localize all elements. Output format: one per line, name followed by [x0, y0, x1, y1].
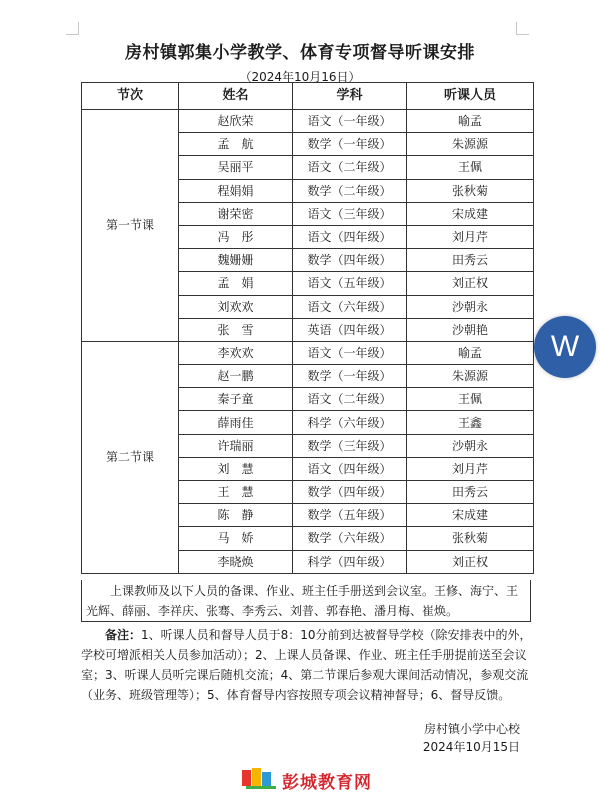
header-subject: 学科 [293, 83, 407, 110]
subject-cell: 语文（一年级） [293, 110, 407, 133]
observer-cell: 沙朝永 [407, 295, 534, 318]
subject-cell: 数学（二年级） [293, 179, 407, 202]
teacher-name-cell: 张 雪 [179, 318, 293, 341]
signature-org: 房村镇小学中心校 [423, 722, 520, 736]
schedule-body [82, 110, 534, 574]
table-header-row [82, 83, 534, 110]
subject-cell: 语文（二年级） [293, 388, 407, 411]
subject-cell: 语文（五年级） [293, 272, 407, 295]
teacher-name-cell: 孟 娟 [179, 272, 293, 295]
observer-cell: 王鑫 [407, 411, 534, 434]
crop-mark-top-right [516, 22, 529, 35]
observer-cell: 刘月芹 [407, 457, 534, 480]
teacher-name-cell: 陈 静 [179, 504, 293, 527]
observer-cell: 王佩 [407, 388, 534, 411]
schedule-table [81, 82, 534, 574]
subject-cell: 科学（四年级） [293, 550, 407, 573]
teacher-name-cell: 赵一鹏 [179, 365, 293, 388]
teacher-name-cell: 许瑞丽 [179, 434, 293, 457]
table-note [81, 580, 531, 622]
observer-cell: 宋成建 [407, 202, 534, 225]
teacher-name-cell: 谢荣密 [179, 202, 293, 225]
teacher-name-cell: 魏姗姗 [179, 249, 293, 272]
subject-cell: 英语（四年级） [293, 318, 407, 341]
teacher-name-cell: 李晓焕 [179, 550, 293, 573]
session-cell: 第二节课 [82, 341, 179, 573]
observer-cell: 刘正权 [407, 272, 534, 295]
subject-cell: 语文（六年级） [293, 295, 407, 318]
remark-label: 备注： [105, 628, 142, 642]
observer-cell: 朱源源 [407, 133, 534, 156]
observer-cell: 王佩 [407, 156, 534, 179]
header-period: 节次 [82, 83, 179, 110]
observer-cell: 沙朝永 [407, 434, 534, 457]
observer-cell: 沙朝艳 [407, 318, 534, 341]
teacher-name-cell: 马 娇 [179, 527, 293, 550]
table-row [82, 110, 534, 133]
session-cell: 第一节课 [82, 110, 179, 342]
remark-text: 1、听课人员和督导人员于8：10分前到达被督导学校（除安排表中的外，学校可增派相关人员参加活动）；2、上课人员备课、作业、班主任手册提前送至会议室；3、听课人员听完课后随机交流；4、第二节课后参观大课间活动情况，参观交流（业务、班级管理等）；5、体育督导内容按照专项会议精神督导；6、督导反馈。 [81, 628, 532, 702]
table-row [82, 341, 534, 364]
subject-cell: 语文（三年级） [293, 202, 407, 225]
subject-cell: 数学（一年级） [293, 133, 407, 156]
teacher-name-cell: 李欢欢 [179, 341, 293, 364]
teacher-name-cell: 秦子童 [179, 388, 293, 411]
subject-cell: 数学（四年级） [293, 249, 407, 272]
subject-cell: 科学（六年级） [293, 411, 407, 434]
subject-cell: 语文（一年级） [293, 341, 407, 364]
subject-cell: 语文（四年级） [293, 225, 407, 248]
observer-cell: 张秋菊 [407, 179, 534, 202]
watermark-text: 彭城教育网 [282, 773, 372, 793]
floating-w-button[interactable]: W [534, 316, 596, 378]
teacher-name-cell: 赵欣荣 [179, 110, 293, 133]
teacher-name-cell: 刘欢欢 [179, 295, 293, 318]
observer-cell: 朱源源 [407, 365, 534, 388]
observer-cell: 刘月芹 [407, 225, 534, 248]
observer-cell: 宋成建 [407, 504, 534, 527]
teacher-name-cell: 程娟娟 [179, 179, 293, 202]
observer-cell: 田秀云 [407, 481, 534, 504]
header-observer: 听课人员 [407, 83, 534, 110]
document-title: 房村镇郭集小学教学、体育专项督导听课安排 [125, 43, 475, 63]
observer-cell: 喻孟 [407, 110, 534, 133]
subject-cell: 数学（六年级） [293, 527, 407, 550]
subject-cell: 语文（四年级） [293, 457, 407, 480]
remarks [81, 625, 533, 705]
document-date: （2024年10月16日） [239, 70, 361, 84]
header-name: 姓名 [179, 83, 293, 110]
crop-mark-top-left [66, 22, 79, 35]
subject-cell: 语文（二年级） [293, 156, 407, 179]
table-note-text: 上课教师及以下人员的备课、作业、班主任手册送到会议室。王修、海宁、王光辉、薛丽、李祥庆、张骞、李秀云、刘普、郭春艳、潘月梅、崔焕。 [86, 584, 519, 618]
subject-cell: 数学（四年级） [293, 481, 407, 504]
teacher-name-cell: 冯 彤 [179, 225, 293, 248]
teacher-name-cell: 薛雨佳 [179, 411, 293, 434]
observer-cell: 刘正权 [407, 550, 534, 573]
signature-date: 2024年10月15日 [422, 740, 520, 754]
subject-cell: 数学（三年级） [293, 434, 407, 457]
teacher-name-cell: 孟 航 [179, 133, 293, 156]
observer-cell: 张秋菊 [407, 527, 534, 550]
observer-cell: 田秀云 [407, 249, 534, 272]
teacher-name-cell: 王 慧 [179, 481, 293, 504]
observer-cell: 喻孟 [407, 341, 534, 364]
subject-cell: 数学（五年级） [293, 504, 407, 527]
teacher-name-cell: 吴丽平 [179, 156, 293, 179]
teacher-name-cell: 刘 慧 [179, 457, 293, 480]
subject-cell: 数学（一年级） [293, 365, 407, 388]
